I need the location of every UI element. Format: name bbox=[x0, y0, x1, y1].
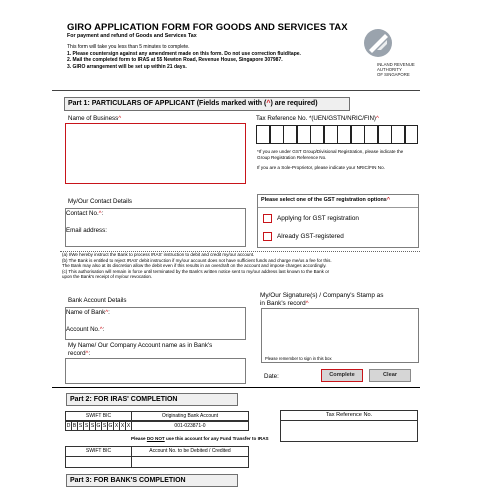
declarations bbox=[62, 252, 332, 280]
account-no-label: Account No.^: bbox=[66, 326, 105, 333]
signature-box[interactable] bbox=[261, 308, 419, 363]
email-field[interactable] bbox=[108, 226, 244, 240]
divider bbox=[52, 90, 420, 91]
tax-ref-no-field bbox=[280, 420, 418, 442]
already-gst-label: Already GST-registered bbox=[277, 233, 344, 240]
email-label: Email address: bbox=[66, 227, 107, 234]
agency-line: OF SINGAPORE bbox=[377, 72, 410, 77]
instruction-item: 3. GIRO arrangement will be set up within 21 days. bbox=[67, 63, 187, 70]
form-subtitle: For payment and refund of Goods and Services Tax bbox=[67, 33, 197, 39]
gst-options-label: Please select one of the GST registration options^ bbox=[261, 197, 390, 203]
agency-name bbox=[377, 62, 415, 77]
swift-char: S bbox=[90, 423, 95, 429]
name-of-bank-label: Name of Bank^: bbox=[66, 309, 110, 316]
swift-char: X bbox=[126, 423, 131, 429]
debited-credited-field bbox=[131, 456, 249, 468]
declaration-item: upon the Bank's receipt of my/our revocation. bbox=[62, 274, 153, 280]
account-no-field[interactable] bbox=[112, 324, 244, 338]
form-title: GIRO APPLICATION FORM FOR GOODS AND SERVICES TAX bbox=[67, 22, 348, 33]
form-intro: This form will take you less than 5 minutes to complete. bbox=[67, 44, 190, 50]
swift-char: S bbox=[78, 423, 83, 429]
swift-char: D bbox=[66, 423, 71, 429]
agency-line: AUTHORITY bbox=[377, 67, 402, 72]
swift-bic-header-2: SWIFT BIC bbox=[65, 446, 132, 457]
swift-code-cells bbox=[65, 421, 132, 431]
instructions-list bbox=[67, 51, 301, 70]
name-of-bank-field[interactable] bbox=[112, 308, 244, 322]
swift-char: G bbox=[108, 423, 113, 429]
already-gst-checkbox[interactable] bbox=[263, 232, 272, 241]
swift-bic-header: SWIFT BIC bbox=[65, 411, 132, 421]
tax-ref-note-group: *If you are under GST Group/Divisional Registration, please indicate the Group Registration Reference No. bbox=[257, 149, 404, 160]
originating-account-value: 001-023871-0 bbox=[131, 421, 249, 431]
account-name-field[interactable] bbox=[65, 358, 246, 384]
swift-bic-field-2 bbox=[65, 456, 132, 468]
applying-gst-checkbox[interactable] bbox=[263, 214, 272, 223]
tax-ref-note-sole: If you are a Sole-Proprietor, please indicate your NRIC/FIN No. bbox=[257, 165, 385, 170]
part2-heading: Part 2: FOR IRAS' COMPLETION bbox=[66, 393, 238, 406]
debited-credited-header: Account No. to be Debited / Credited bbox=[131, 446, 249, 457]
bank-details-label: Bank Account Details bbox=[68, 297, 127, 304]
swift-char: S bbox=[102, 423, 107, 429]
signature-label-cont: in Bank's record^ bbox=[260, 300, 309, 307]
divider bbox=[52, 387, 420, 388]
swift-char: X bbox=[114, 423, 119, 429]
iras-logo-icon bbox=[363, 28, 393, 58]
tax-ref-label: Tax Reference No. *(UEN/GSTN/NRIC/FIN)^ bbox=[256, 115, 379, 122]
tax-ref-field[interactable] bbox=[256, 125, 418, 144]
contact-no-field[interactable] bbox=[108, 209, 244, 223]
applying-gst-label: Applying for GST registration bbox=[277, 215, 359, 222]
contact-details-label: My/Our Contact Details bbox=[68, 198, 132, 205]
clear-button[interactable]: Clear bbox=[369, 369, 411, 382]
declaration-item: (b) The Bank is entitled to reject IRAS' debit instruction if my/our account does not have sufficient funds and charge me/us a fee for this. bbox=[62, 257, 332, 263]
declaration-item: (c) This authorisation will remain in force until terminated by the Bank's written notice sent to my/our address last known to the Bank or bbox=[62, 268, 330, 274]
swift-char: B bbox=[72, 423, 77, 429]
originating-account-header: Originating Bank Account bbox=[131, 411, 249, 421]
do-not-use-note: Please DO NOT use this account for any Fund Transfer to IRAS bbox=[131, 436, 269, 441]
date-label: Date: bbox=[264, 373, 279, 380]
agency-line: INLAND REVENUE bbox=[377, 62, 415, 67]
part3-heading: Part 3: FOR BANK'S COMPLETION bbox=[66, 474, 238, 487]
divider bbox=[258, 207, 418, 208]
contact-no-label: Contact No.^: bbox=[66, 210, 104, 217]
account-name-label-cont: record^: bbox=[68, 350, 91, 357]
sign-note: Please remember to sign in this box bbox=[265, 356, 332, 361]
swift-char: S bbox=[84, 423, 89, 429]
signature-label: My/Our Signature(s) / Company's Stamp as bbox=[260, 292, 384, 299]
swift-char: X bbox=[120, 423, 125, 429]
name-of-business-field[interactable] bbox=[65, 123, 246, 184]
account-name-label: My Name/ Our Company Account name as in Bank's bbox=[68, 342, 213, 349]
name-of-business-label: Name of Business^ bbox=[68, 115, 122, 122]
instruction-item: 1. Please countersign against any amendment made on this form. Do not use correction fluid/tape. bbox=[67, 51, 301, 57]
declaration-item: (a) I/We hereby instruct the Bank to process IRAS' instruction to debit and credit my/our account. bbox=[62, 252, 255, 257]
part1-heading: Part 1: PARTICULARS OF APPLICANT (Fields marked with (^) are required) bbox=[64, 97, 350, 111]
swift-char: G bbox=[96, 423, 101, 429]
complete-button[interactable]: Complete bbox=[321, 369, 363, 382]
declaration-item: The Bank may also at its discretion allow the debit even if this results in an overdraft on the account and impose charges accordingly. bbox=[62, 263, 327, 269]
instruction-item: 2. Mail the completed form to IRAS at 55 Newton Road, Revenue House, Singapore 307987. bbox=[67, 57, 283, 64]
tax-ref-no-header: Tax Reference No. bbox=[280, 410, 418, 421]
